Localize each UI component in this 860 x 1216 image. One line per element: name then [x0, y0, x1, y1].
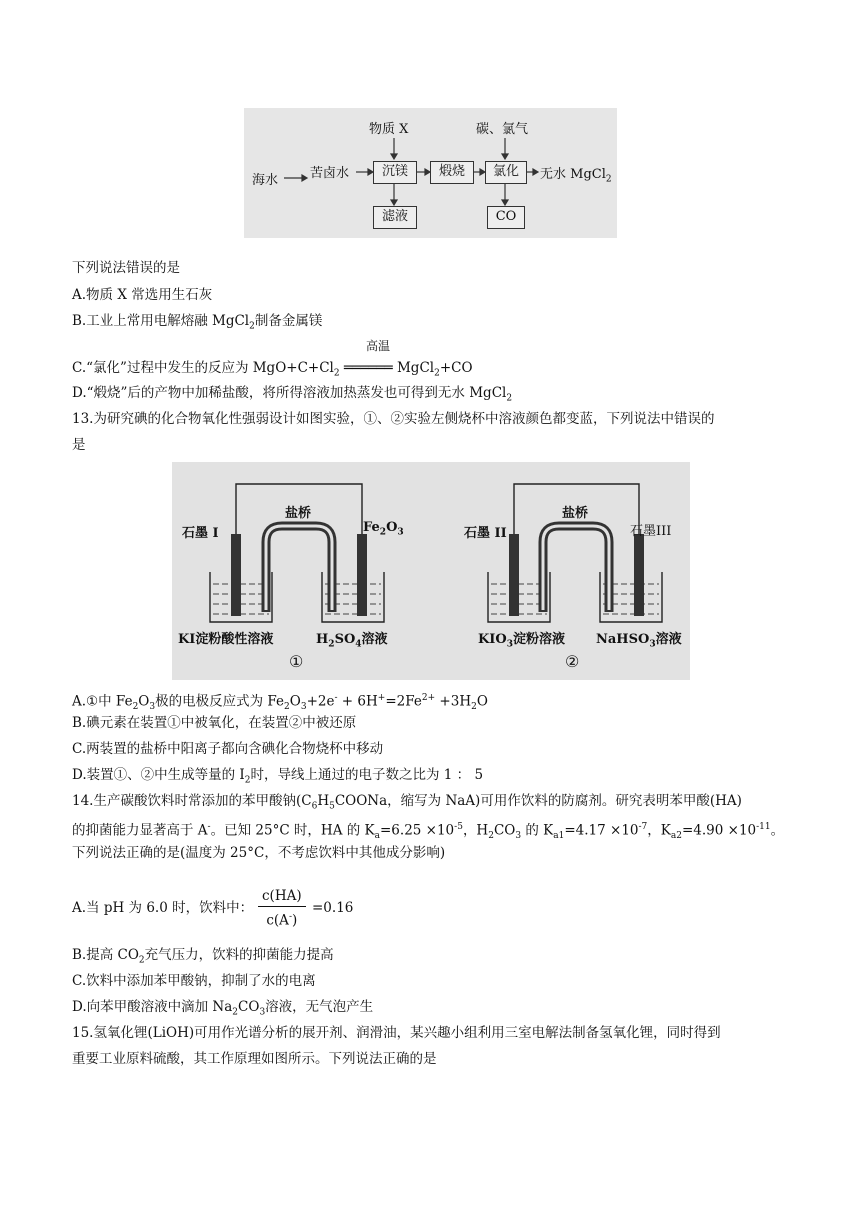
- solution-nahso3: NaHSO$_3$溶液: [596, 632, 682, 650]
- fraction-numerator: c(HA): [258, 886, 306, 907]
- q13-stem-line2: 是: [72, 437, 86, 453]
- flow-box-filtrate: 滤液: [373, 206, 417, 229]
- flow-start-seawater: 海水: [252, 173, 279, 188]
- q12-option-c: C.“氯化”过程中发生的反应为 $MgO+C+Cl_2$ ══════ MgCl$_2$+CO: [72, 360, 473, 379]
- setup-number-1: ①: [289, 652, 304, 671]
- q12-option-c-condition: 高温: [366, 339, 391, 353]
- q14-option-d: D.向苯甲酸溶液中滴加 $Na_2CO_3$溶液，无气泡产生: [72, 999, 374, 1018]
- q14-option-a-value: =0.16: [312, 900, 354, 916]
- q15-stem-line2: 重要工业原料硫酸，其工作原理如图所示。下列说法正确的是: [72, 1051, 437, 1067]
- flowchart-figure: [244, 108, 617, 238]
- q13-option-d: D.装置①、②中生成等量的 $I_2$时，导线上通过的电子数之比为 1 ： 5: [72, 767, 484, 786]
- flow-input-x: 物质 X: [369, 122, 409, 137]
- electrochem-figure: [172, 462, 690, 680]
- q14-option-a: A.当 pH 为 6.0 时，饮料中：: [72, 900, 254, 916]
- q13-option-a: A.①中 $Fe_2O_3$极的电极反应式为 $Fe_2O_3+2e^- + 6H^+=2Fe^{2+} +3H_2O$: [72, 693, 488, 713]
- flow-box-co: CO: [487, 206, 525, 229]
- salt-bridge-label-2: 盐桥: [562, 506, 589, 521]
- q12-stem: 下列说法错误的是: [72, 260, 180, 276]
- q12-option-d: D.“煅烧”后的产物中加稀盐酸，将所得溶液加热蒸发也可得到无水 MgCl$_2$: [72, 385, 513, 404]
- salt-bridge-label-1: 盐桥: [285, 506, 312, 521]
- flow-box-calcine: 煅烧: [430, 161, 474, 184]
- q14-stem-line3: 下列说法正确的是(温度为 25°C，不考虑饮料中其他成分影响): [72, 845, 446, 861]
- flow-input-carbon-chlorine: 碳、氯气: [476, 122, 529, 137]
- solution-kio3-starch: $KIO_3$淀粉溶液: [478, 632, 565, 650]
- electrode-fe2o3: $Fe_2O_3$: [363, 520, 404, 538]
- q14-option-a-fraction: [258, 886, 306, 931]
- fraction-denominator: c(A-): [266, 912, 298, 929]
- q12-option-b: B.工业上常用电解熔融 MgCl$_2$制备金属镁: [72, 313, 323, 332]
- flow-product: 无水 MgCl$_2$: [540, 167, 612, 185]
- solution-h2so4: $H_2SO_4$溶液: [316, 632, 388, 650]
- q13-stem-line1: 13.为研究碘的化合物氧化性强弱设计如图实验，①、②实验左侧烧杯中溶液颜色都变蓝，下列说法中错误的: [72, 411, 715, 427]
- electrode-graphite-2: 石墨 II: [464, 526, 507, 541]
- q14-stem-line2: 的抑菌能力显著高于 A-。已知 25°C 时，HA 的 $K_a=6.25 \times 10^{-5}$，$H_2CO_3$ 的 $K_{a1}=4.17 \times 10^{-7}$，$K_{a2}=4.90 \times 10^{-11}$。: [72, 822, 785, 842]
- electrode-graphite-1: 石墨 I: [182, 526, 219, 541]
- q13-option-c: C.两装置的盐桥中阳离子都向含碘化合物烧杯中移动: [72, 741, 384, 757]
- flow-box-chlorinate: 氯化: [485, 161, 527, 184]
- flow-step-bittern: 苦卤水: [310, 166, 350, 181]
- q14-option-c: C.饮料中添加苯甲酸钠，抑制了水的电离: [72, 973, 316, 989]
- q14-option-b: B.提高 $CO_2$充气压力，饮料的抑菌能力提高: [72, 947, 334, 966]
- q15-stem-line1: 15.氢氧化锂(LiOH)可用作光谱分析的展开剂、润滑油，某兴趣小组利用三室电解法制备氢氧化锂，同时得到: [72, 1025, 721, 1041]
- solution-ki-starch: KI淀粉酸性溶液: [178, 632, 274, 647]
- flow-box-precipitate: 沉镁: [373, 161, 417, 184]
- setup-number-2: ②: [565, 652, 580, 671]
- q14-stem-line1: 14.生产碳酸饮料时常添加的苯甲酸钠($C_6H_5COONa$，缩写为 NaA)可用作饮料的防腐剂。研究表明苯甲酸(HA): [72, 793, 742, 812]
- q13-option-b: B.碘元素在装置①中被氧化，在装置②中被还原: [72, 715, 357, 731]
- electrode-graphite-3: 石墨III: [630, 524, 672, 539]
- q12-option-a: A.物质 X 常选用生石灰: [72, 287, 213, 303]
